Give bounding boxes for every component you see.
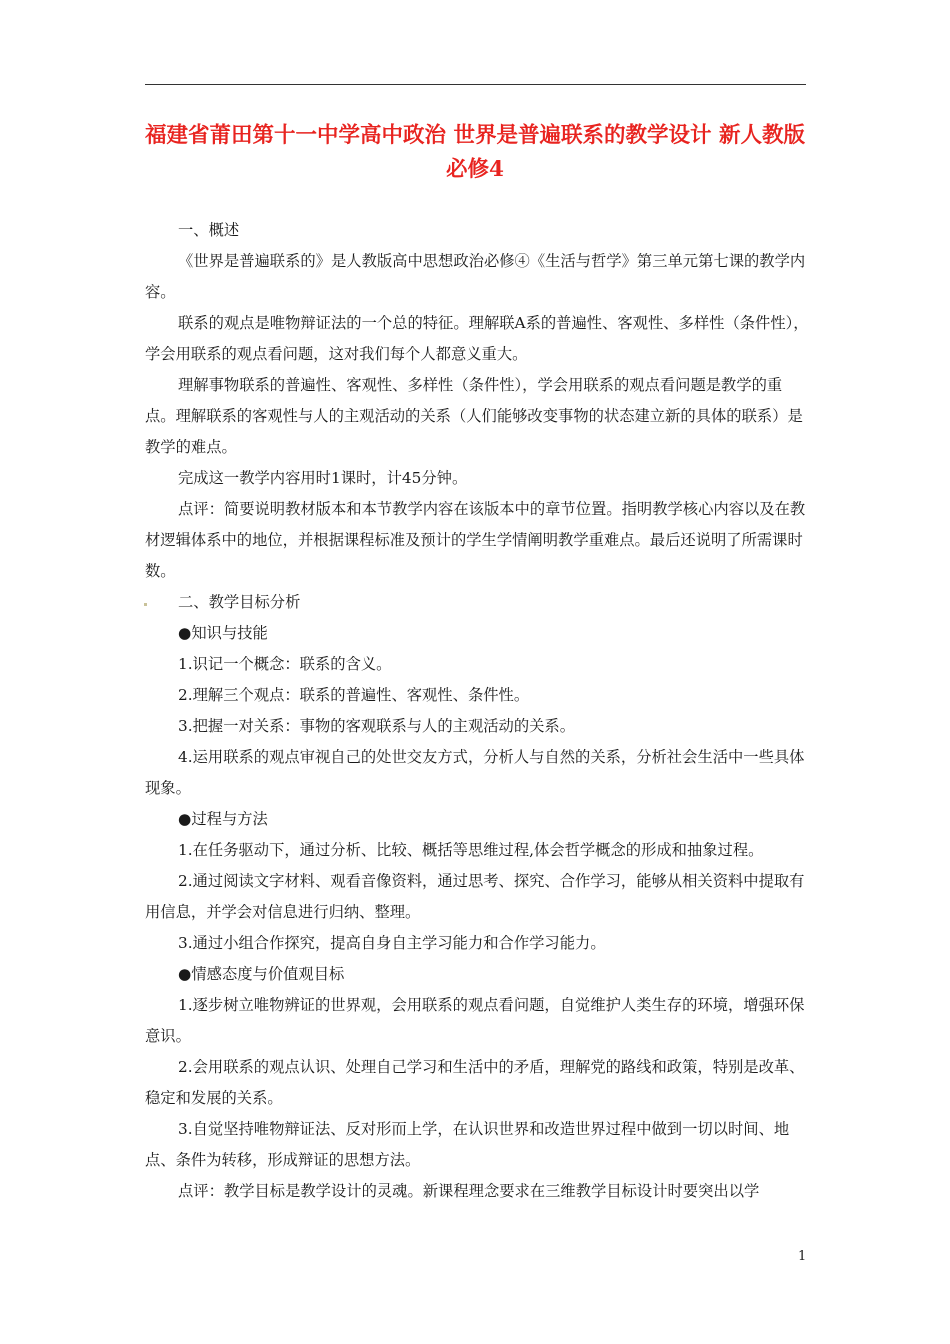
paragraph: 一、概述 (178, 221, 240, 239)
document-title: 福建省莆田第十一中学高中政治 世界是普遍联系的教学设计 新人教版必修4 (145, 123, 805, 182)
paragraph: 点评：简要说明教材版本和本节教学内容在该版本中的章节位置。指明教学核心内容以及在教材逻辑体系中的地位，并根据课程标准及预计的学生学情阐明教学重难点。最后还说明了所需课时数。 (145, 500, 806, 580)
scan-speck (144, 603, 147, 606)
page-number: 1 (798, 1249, 807, 1264)
header-rule (145, 84, 806, 85)
paragraph: 《世界是普遍联系的》是人教版高中思想政治必修④《生活与哲学》第三单元第七课的教学内容。 (145, 252, 806, 301)
paragraph: ●知识与技能 (178, 624, 268, 642)
paragraph: ●过程与方法 (178, 810, 268, 828)
paragraph: 3.通过小组合作探究，提高自身自主学习能力和合作学习能力。 (178, 934, 606, 952)
paragraph: 3.自觉坚持唯物辩证法、反对形而上学，在认识世界和改造世界过程中做到一切以时间、地点、条件为转移，形成辩证的思想方法。 (145, 1120, 790, 1169)
document-body (145, 215, 809, 1207)
paragraph: 1.逐步树立唯物辨证的世界观，会用联系的观点看问题，自觉维护人类生存的环境，增强环保意识。 (145, 996, 805, 1045)
paragraph: 理解事物联系的普遍性、客观性、多样性（条件性），学会用联系的观点看问题是教学的重点。理解联系的客观性与人的主观活动的关系（人们能够改变事物的状态建立新的具体的联系）是教学的难点。 (145, 376, 803, 456)
paragraph: 点评：教学目标是教学设计的灵魂。新课程理念要求在三维教学目标设计时要突出以学 (178, 1182, 760, 1200)
paragraph: 2.通过阅读文字材料、观看音像资料，通过思考、探究、合作学习，能够从相关资料中提取有用信息，并学会对信息进行归纳、整理。 (145, 872, 805, 921)
paragraph: 2.理解三个观点：联系的普遍性、客观性、条件性。 (178, 686, 530, 704)
paragraph: 二、教学目标分析 (178, 593, 301, 611)
paragraph: 联系的观点是唯物辩证法的一个总的特征。理解联A系的普遍性、客观性、多样性（条件性），学会用联系的观点看问题，这对我们每个人都意义重大。 (145, 314, 809, 363)
paragraph: 1.在任务驱动下，通过分析、比较、概括等思维过程,体会哲学概念的形成和抽象过程。 (178, 841, 764, 859)
paragraph: 4.运用联系的观点审视自己的处世交友方式，分析人与自然的关系，分析社会生活中一些具体现象。 (145, 748, 805, 797)
paragraph: 2.会用联系的观点认识、处理自己学习和生活中的矛盾，理解党的路线和政策，特别是改革、稳定和发展的关系。 (145, 1058, 805, 1107)
paragraph: 3.把握一对关系：事物的客观联系与人的主观活动的关系。 (178, 717, 576, 735)
paragraph: 完成这一教学内容用时1课时，计45分钟。 (178, 469, 468, 487)
paragraph: 1.识记一个概念：联系的含义。 (178, 655, 392, 673)
paragraph: ●情感态度与价值观目标 (178, 965, 345, 983)
